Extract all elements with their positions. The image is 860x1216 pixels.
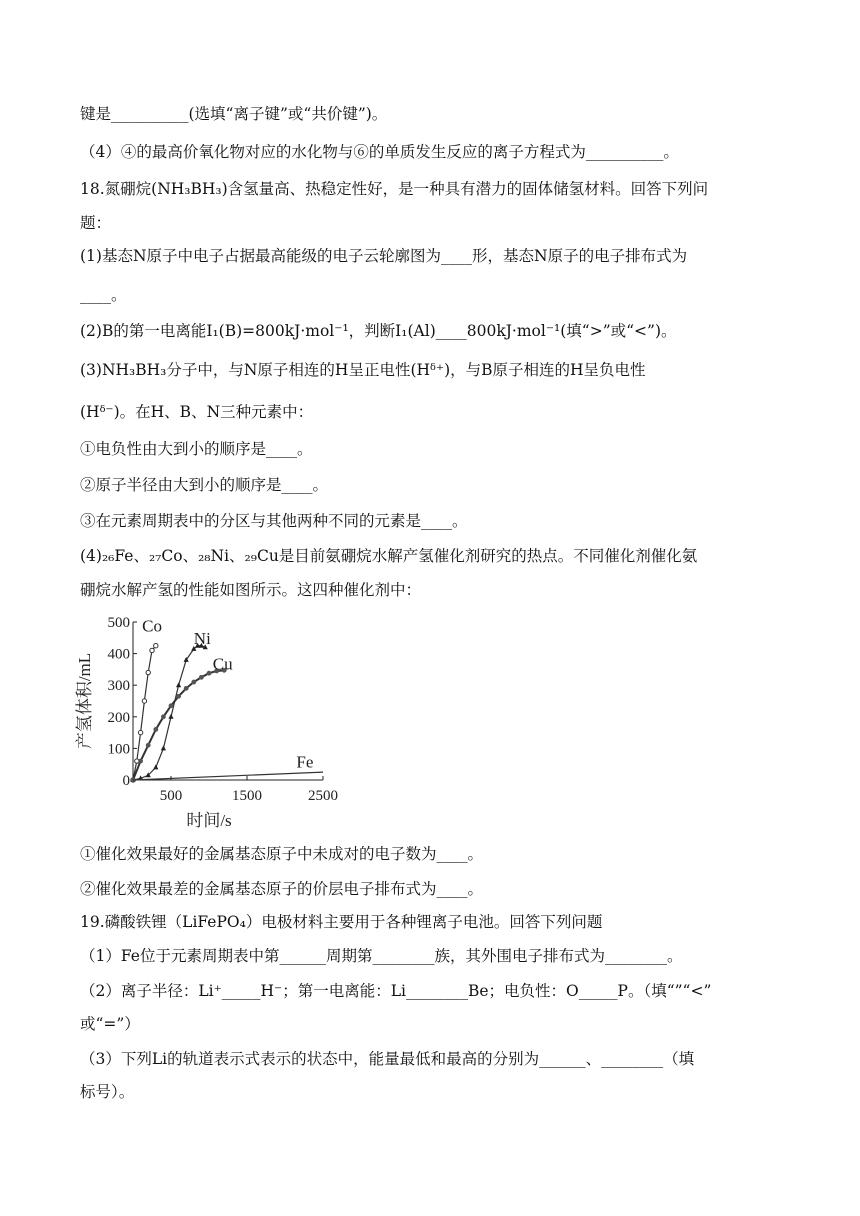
data-point-cu <box>138 759 143 764</box>
question-18-part-3: (3)NH₃BH₃分子中，与N原子相连的H呈正电性(Hᵟ⁺)，与B原子相连的H呈负电性 <box>80 361 646 379</box>
text-line: ②原子半径由大到小的顺序是____。 <box>80 476 329 494</box>
question-18-part-1: (1)基态N原子中电子占据最高能级的电子云轮廓图为____形，基态N原子的电子排布式为 <box>80 247 688 265</box>
text-line: (Hᵟ⁻)。在H、B、N三种元素中： <box>80 403 314 421</box>
text-line: ①催化效果最好的金属基态原子中未成对的电子数为____。 <box>80 845 484 863</box>
data-point-cu <box>207 671 212 676</box>
question-19-part-1: （1）Fe位于元素周期表中第______周期第________族，其外围电子排布式为________。 <box>80 947 683 965</box>
question-18-part-2: (2)B的第一电离能I₁(B)=800kJ·mol⁻¹，判断I₁(Al)____800kJ·mol⁻¹(填“>”或“<”)。 <box>80 322 677 340</box>
data-point-cu <box>146 743 151 748</box>
y-tick-label: 400 <box>107 646 130 663</box>
data-point-cu <box>184 686 189 691</box>
data-point-co <box>154 644 158 648</box>
series-line-fe <box>133 772 323 780</box>
text-line: 硼烷水解产氢的性能如图所示。这四种催化剂中： <box>80 581 422 599</box>
y-tick-label: 0 <box>122 773 130 789</box>
y-tick-label: 200 <box>107 709 130 726</box>
y-tick-label: 100 <box>107 741 130 758</box>
x-axis-title: 时间/s <box>186 811 232 830</box>
data-point-ni <box>168 714 173 719</box>
x-tick-label: 1500 <box>232 788 262 804</box>
text-line: 或“=”） <box>80 1015 140 1033</box>
series-label-ni: Ni <box>193 629 211 649</box>
series-label-cu: Cu <box>212 654 233 674</box>
question-19-part-2: （2）离子半径：Li⁺_____H⁻；第一电离能：Li________Be；电负性：O_____P。（填“”“<” <box>80 982 712 1000</box>
text-line: ①电负性由大到小的顺序是____。 <box>80 440 313 458</box>
series-label-fe: Fe <box>296 752 314 772</box>
data-point-cu <box>176 694 181 699</box>
text-line: ③在元素周期表中的分区与其他两种不同的元素是____。 <box>80 512 468 530</box>
hydrogen-volume-chart <box>75 612 340 832</box>
x-tick-label: 2500 <box>308 788 338 804</box>
data-point-cu <box>153 727 158 732</box>
text-line: （4）④的最高价氧化物对应的水化物与⑥的单质发生反应的离子方程式为__________。 <box>80 143 679 161</box>
data-point-ni <box>176 682 181 687</box>
x-tick-label: 500 <box>159 788 183 804</box>
text-line: ____。 <box>80 286 127 304</box>
text-line: 题： <box>80 214 112 232</box>
y-tick-label: 300 <box>107 678 130 695</box>
series-label-co: Co <box>142 616 162 636</box>
data-point-co <box>138 730 142 734</box>
question-18-part-4: (4)₂₆Fe、₂₇Co、₂₈Ni、₂₉Cu是目前氨硼烷水解产氢催化剂研究的热点。不同催化剂催化氨 <box>80 547 698 565</box>
y-tick-label: 500 <box>107 615 130 631</box>
question-19-stem: 19.磷酸铁锂（LiFePO₄）电极材料主要用于各种锂离子电池。回答下列问题 <box>80 913 603 931</box>
data-point-co <box>146 670 150 674</box>
data-point-cu <box>169 703 174 708</box>
y-axis-title: 产氢体积/mL <box>75 652 94 750</box>
question-19-part-3: （3）下列Li的轨道表示式表示的状态中，能量最低和最高的分别为______、________（填 <box>80 1050 695 1068</box>
text-line: 标号）。 <box>80 1083 135 1101</box>
data-point-cu <box>199 675 204 680</box>
data-point-ni <box>161 745 166 750</box>
data-point-cu <box>191 680 196 685</box>
data-point-ni <box>153 764 158 769</box>
data-point-co <box>142 699 146 703</box>
series-line-ni <box>133 646 205 780</box>
text-line: 键是__________(选填“离子键”或“共价键”)。 <box>80 105 388 123</box>
data-point-co <box>150 648 154 652</box>
question-18-stem: 18.氮硼烷(NH₃BH₃)含氢量高、热稳定性好，是一种具有潜力的固体储氢材料。回答下列问 <box>80 180 709 198</box>
text-line: ②催化效果最差的金属基态原子的价层电子排布式为____。 <box>80 880 484 898</box>
data-point-cu <box>161 714 166 719</box>
